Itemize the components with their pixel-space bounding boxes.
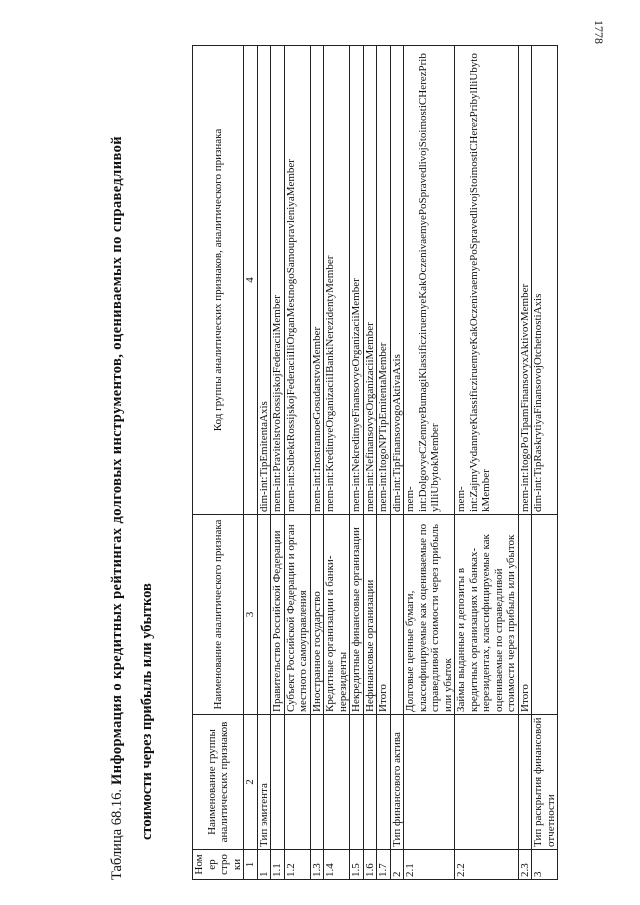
cell-row-number: 1.5 <box>350 850 364 880</box>
header-feature-name: Наименование аналитического признака <box>193 515 244 715</box>
cell-row-number: 2 <box>390 850 404 880</box>
table-row <box>284 46 310 880</box>
cell-code: dim-int:TipFinansovogoAktivaAxis <box>390 46 404 515</box>
cell-row-number: 1.3 <box>310 850 324 880</box>
column-number: 3 <box>244 515 258 715</box>
table-row <box>377 46 391 880</box>
cell-feature-name: Субъект Российской Федерации и орган местного самоуправления <box>284 515 310 715</box>
cell-row-number: 3 <box>532 850 558 880</box>
table-row <box>404 46 455 880</box>
header-row-number: Номер строки <box>193 850 244 880</box>
cell-code: mem-int:PravitelstvoRossijskojFederaciiMember <box>271 46 285 515</box>
cell-feature-name: Нефинансовые организации <box>363 515 377 715</box>
table-row <box>324 46 350 880</box>
header-group-name: Наименование группы аналитических признаков <box>193 715 244 850</box>
cell-row-number: 2.3 <box>518 850 532 880</box>
cell-group-name <box>284 715 310 850</box>
cell-code: mem-int:NekreditnyeFinansovyeOrganizaciiMember <box>350 46 364 515</box>
cell-feature-name: Некредитные финансовые организации <box>350 515 364 715</box>
table-row <box>310 46 324 880</box>
cell-feature-name: Займы выданные и депозиты в кредитных организациях и банках-нерезидентах, классифицируемые как оцениваемые по справедливой стоимости через прибыль или убыток <box>455 515 519 715</box>
table-row <box>455 46 519 880</box>
cell-code: mem-int:DolgovyeCZennyeBumagiKlassificziruemyeKakOczenivaemyePoSpravedlivojStoimostiCHerezPribylIliUbytokMember <box>404 46 455 515</box>
cell-group-name <box>324 715 350 850</box>
cell-code: mem-int:SubektRossijskojFederaciiIliOrganMestnogoSamoupravleniyaMember <box>284 46 310 515</box>
cell-row-number: 1.7 <box>377 850 391 880</box>
cell-code: mem-int:ZajmyVydannyeKlassificziruemyeKakOczenivaemyePoSpravedlivojStoimostiCHerezPribylIliUbytokMember <box>455 46 519 515</box>
cell-feature-name: Правительство Российской Федерации <box>271 515 285 715</box>
cell-feature-name <box>532 515 558 715</box>
cell-row-number: 1.1 <box>271 850 285 880</box>
cell-code: mem-int:ItogoPoTipamFinansovyxAktivovMember <box>518 46 532 515</box>
cell-feature-name: Иностранное государство <box>310 515 324 715</box>
cell-feature-name: Кредитные организации и банки-нерезиденты <box>324 515 350 715</box>
cell-code: mem-int:KreditnyeOrganizaciiIBankiNerezidentyMember <box>324 46 350 515</box>
cell-group-name <box>377 715 391 850</box>
table-row <box>532 46 558 880</box>
cell-group-name <box>350 715 364 850</box>
cell-group-name <box>518 715 532 850</box>
cell-group-name <box>363 715 377 850</box>
cell-group-name <box>455 715 519 850</box>
caption-title: Информация о кредитных рейтингах долговых инструментов, оцениваемых по справедливой <box>109 136 125 785</box>
column-number: 1 <box>244 850 258 880</box>
cell-group-name <box>271 715 285 850</box>
cell-code: mem-int:ItogoNPTipEmitentaMember <box>377 46 391 515</box>
cell-code: dim-int:TipRaskrytiyaFinansovojOtchetnostiAxis <box>532 46 558 515</box>
cell-row-number: 1 <box>257 850 271 880</box>
cell-code: mem-int:NefinansovyeOrganizaciiMember <box>363 46 377 515</box>
cell-feature-name <box>390 515 404 715</box>
table-row <box>271 46 285 880</box>
column-number-row <box>244 46 258 880</box>
caption-prefix: Таблица 68.16. <box>109 788 125 880</box>
cell-row-number: 2.2 <box>455 850 519 880</box>
cell-row-number: 1.4 <box>324 850 350 880</box>
data-table <box>192 45 558 880</box>
cell-feature-name: Долговые ценные бумаги, классифицируемые как оцениваемые по справедливой стоимости через прибыль или убыток <box>404 515 455 715</box>
column-number: 2 <box>244 715 258 850</box>
table-row <box>257 46 271 880</box>
cell-row-number: 1.6 <box>363 850 377 880</box>
cell-feature-name: Итого <box>518 515 532 715</box>
table-caption <box>102 20 162 880</box>
header-code: Код группы аналитических признаков, аналитического признака <box>193 46 244 515</box>
cell-group-name <box>404 715 455 850</box>
rotated-content <box>102 20 622 880</box>
table-row <box>350 46 364 880</box>
cell-row-number: 2.1 <box>404 850 455 880</box>
cell-code: mem-int:InostrannoeGosudarstvoMember <box>310 46 324 515</box>
cell-group-name <box>310 715 324 850</box>
cell-group-name: Тип финансового актива <box>390 715 404 850</box>
table-row <box>390 46 404 880</box>
page-number: 1778 <box>592 20 606 44</box>
cell-code: dim-int:TipEmitentaAxis <box>257 46 271 515</box>
table-header-row <box>193 46 244 880</box>
cell-group-name: Тип раскрытия финансовой отчетности <box>532 715 558 850</box>
cell-group-name: Тип эмитента <box>257 715 271 850</box>
caption-title-continued: стоимости через прибыль или убытков <box>139 583 155 840</box>
cell-feature-name <box>257 515 271 715</box>
table-row <box>518 46 532 880</box>
column-number: 4 <box>244 46 258 515</box>
cell-feature-name: Итого <box>377 515 391 715</box>
cell-row-number: 1.2 <box>284 850 310 880</box>
table-row <box>363 46 377 880</box>
